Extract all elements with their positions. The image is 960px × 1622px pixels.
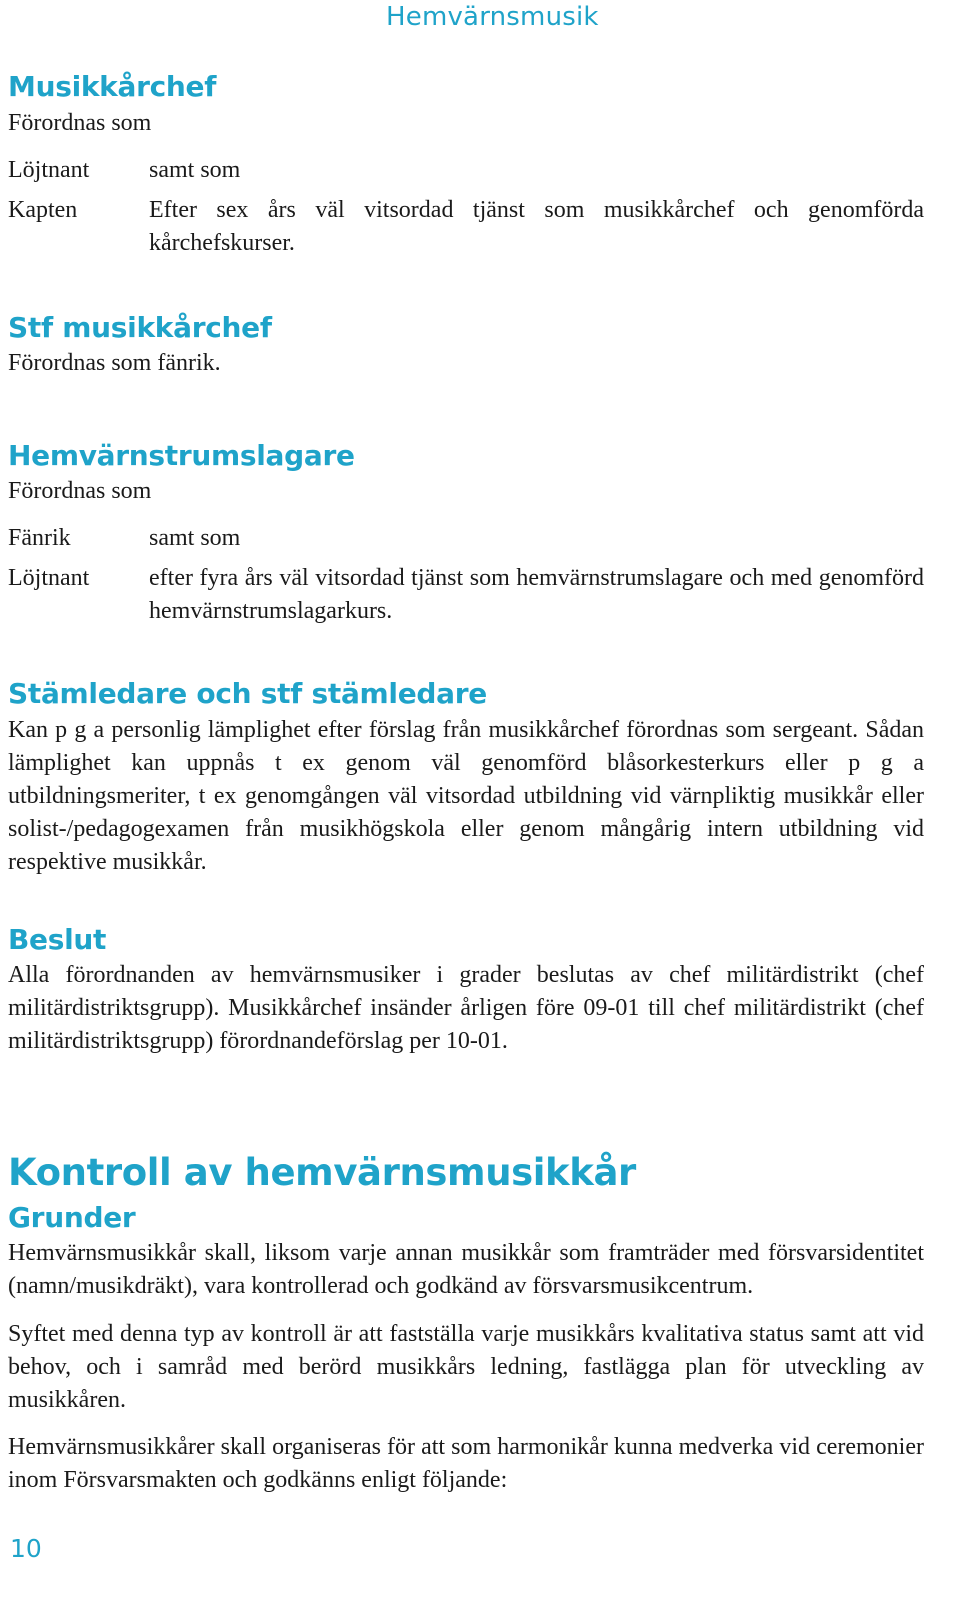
heading-grunder: Grunder [8, 1201, 136, 1234]
intro-stf-musikkarchef: Förordnas som fänrik. [8, 350, 221, 376]
heading-hemvarnstrumslagare: Hemvärnstrumslagare [8, 439, 355, 472]
heading-stf-musikkarchef: Stf musikkårchef [8, 311, 272, 344]
intro-musikkarchef: Förordnas som [8, 110, 152, 136]
rank-term: Fänrik [8, 525, 71, 551]
intro-hemvarnstrumslagare: Förordnas som [8, 478, 152, 504]
paragraph-kontroll: Hemvärnsmusikkårer skall organiseras för att som harmonikår kunna medverka vid ceremonier inom Försvarsmakten och godkänns enligt följande: [8, 1434, 924, 1493]
text-stamledare: Kan p g a personlig lämplighet efter förslag från musikkårchef förordnas som sergeant. Sådan lämplighet kan uppnås t ex genom väl genomförd blåsorkesterkurs eller p g a utbildningsmeriter, t ex genomgången väl vitsordad utbildning vid värnpliktig musikkår eller solist-/pedagogexamen från musikhögskola eller genom mångårig intern utbildning vid respektive musikkår. [8, 717, 924, 875]
rank-term: Löjtnant [8, 157, 90, 183]
rank-definition: Efter sex års väl vitsordad tjänst som musikkårchef och genomförda kårchefskurser. [149, 197, 924, 256]
rank-definition: samt som [149, 525, 241, 551]
paragraph-kontroll: Hemvärnsmusikkår skall, liksom varje annan musikkår som framträder med försvarsidentitet (namn/musikdräkt), vara kontrollerad och godkänd av försvarsmusikcentrum. [8, 1240, 924, 1299]
title-kontroll: Kontroll av hemvärnsmusikkår [8, 1151, 636, 1194]
running-header-title: Hemvärnsmusik [386, 2, 599, 32]
heading-stamledare: Stämledare och stf stämledare [8, 677, 487, 710]
heading-musikkarchef: Musikkårchef [8, 70, 217, 103]
page-number: 10 [10, 1534, 42, 1563]
heading-beslut: Beslut [8, 923, 107, 956]
rank-term: Löjtnant [8, 565, 90, 591]
text-beslut: Alla förordnanden av hemvärnsmusiker i grader beslutas av chef militärdistrikt (chef militärdistriktsgrupp). Musikkårchef insänder årligen före 09-01 till chef militärdistrikt (chef militärdistriktsgrupp) förordnandeförslag per 10-01. [8, 962, 924, 1054]
paragraph-kontroll: Syftet med denna typ av kontroll är att fastställa varje musikkårs kvalitativa status samt att vid behov, och i samråd med berörd musikkårs ledning, fastlägga plan för utveckling av musikkåren. [8, 1321, 924, 1413]
rank-definition: efter fyra års väl vitsordad tjänst som hemvärnstrumslagare och med genomförd hemvärnstrumslagarkurs. [149, 565, 924, 624]
rank-term: Kapten [8, 197, 78, 223]
rank-definition: samt som [149, 157, 241, 183]
